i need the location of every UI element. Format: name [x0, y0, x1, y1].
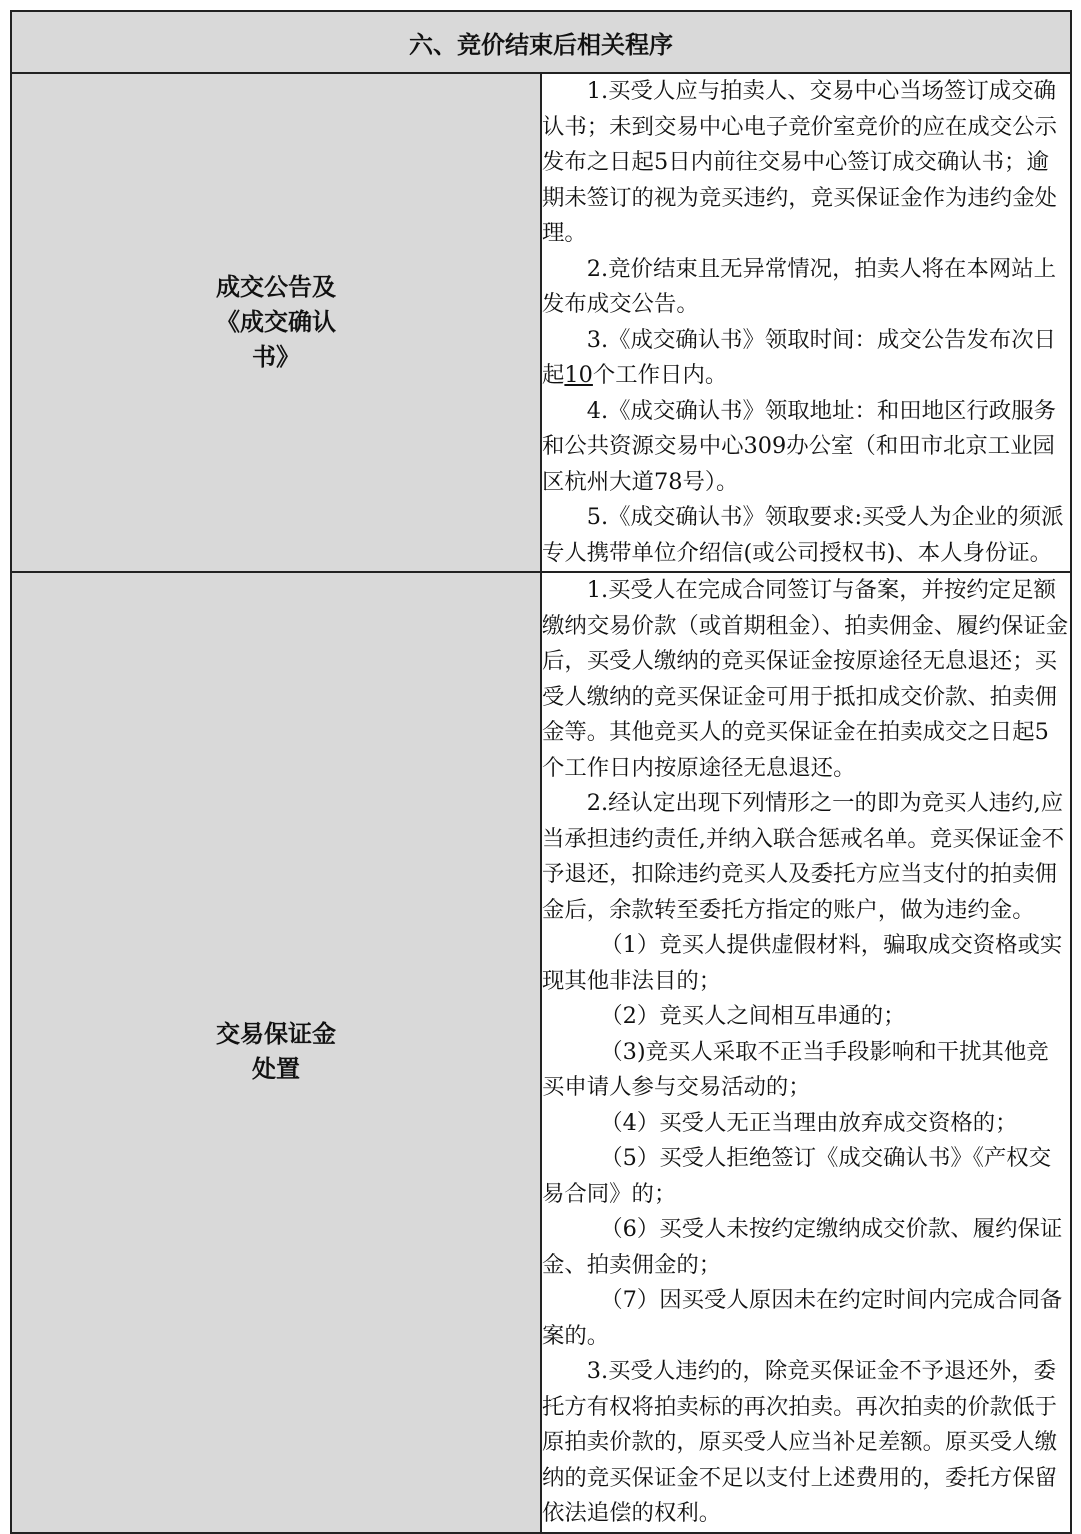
label-line: 书》	[252, 343, 300, 371]
table-row	[11, 73, 1071, 572]
procedure-table	[10, 10, 1072, 1534]
section-title: 六、竞价结束后相关程序	[11, 11, 1071, 73]
collection-time-suffix: 个工作日内。	[592, 362, 728, 388]
paragraph: 2.竞价结束且无异常情况，拍卖人将在本网站上发布成交公告。	[542, 255, 1056, 317]
label-line: 处置	[252, 1055, 300, 1084]
table-row	[11, 572, 1071, 1533]
list-item: （4）买受人无正当理由放弃成交资格的；	[600, 1109, 1018, 1136]
collection-days: 10	[564, 362, 593, 388]
row-label-deposit	[11, 572, 541, 1533]
list-item: （5）买受人拒绝签订《成交确认书》《产权交易合同》的；	[542, 1145, 1052, 1207]
collection-time-prefix: 3.《成交确认书》领取时间：成交公告发布次日起	[542, 326, 1056, 388]
paragraph: 4.《成交确认书》领取地址：和田地区行政服务和公共资源交易中心309办公室（和田市北京工业园区杭州大道78号）。	[542, 397, 1056, 495]
paragraph: 5.《成交确认书》领取要求:买受人为企业的须派专人携带单位介绍信(或公司授权书)、本人身份证。	[542, 504, 1064, 566]
paragraph: 1.买受人应与拍卖人、交易中心当场签订成交确认书；未到交易中心电子竞价室竞价的应在成交公示发布之日起5日内前往交易中心签订成交确认书；逾期未签订的视为竞买违约，竞买保证金作为违约金处理。	[542, 78, 1057, 246]
label-line: 交易保证金	[216, 1020, 336, 1049]
list-item: （7）因买受人原因未在约定时间内完成合同备案的。	[542, 1287, 1063, 1349]
row-label-confirmation	[11, 73, 541, 572]
label-line: 《成交确认	[216, 308, 336, 336]
list-item: （2）竞买人之间相互串通的；	[600, 1003, 906, 1029]
paragraph: 2.经认定出现下列情形之一的即为竞买人违约,应当承担违约责任,并纳入联合惩戒名单。竞买保证金不予退还，扣除违约竞买人及委托方应当支付的拍卖佣金后，余款转至委托方指定的账户，做为违约金。	[542, 790, 1065, 923]
row-content-confirmation	[541, 73, 1071, 572]
paragraph: 3.买受人违约的，除竞买保证金不予退还外，委托方有权将拍卖标的再次拍卖。再次拍卖的价款低于原拍卖价款的，原买受人应当补足差额。原买受人缴纳的竞买保证金不足以支付上述费用的，委托方保留依法追偿的权利。	[542, 1358, 1057, 1526]
label-line: 成交公告及	[216, 273, 336, 301]
list-item: （1）竞买人提供虚假材料，骗取成交资格或实现其他非法目的；	[542, 932, 1063, 994]
list-item: （6）买受人未按约定缴纳成交价款、履约保证金、拍卖佣金的；	[542, 1216, 1063, 1278]
list-item: （3)竞买人采取不正当手段影响和干扰其他竞买申请人参与交易活动的；	[542, 1038, 1049, 1100]
paragraph-collection-time	[542, 323, 1070, 394]
paragraph: 1.买受人在完成合同签订与备案，并按约定足额缴纳交易价款（或首期租金）、拍卖佣金、履约保证金后，买受人缴纳的竞买保证金按原途径无息退还；买受人缴纳的竞买保证金可用于抵扣成交价款、拍卖佣金等。其他竞买人的竞买保证金在拍卖成交之日起5个工作日内按原途径无息退还。	[542, 577, 1069, 781]
row-content-deposit	[541, 572, 1071, 1533]
